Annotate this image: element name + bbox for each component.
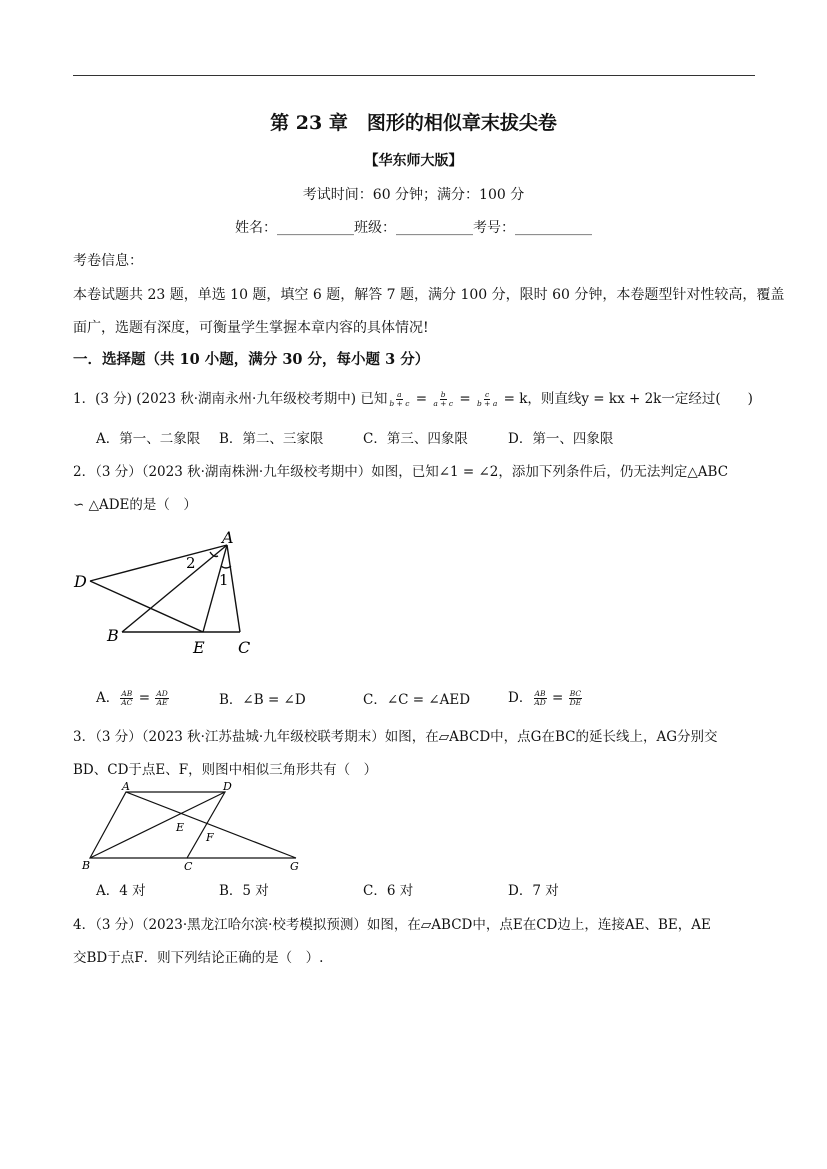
q1-option-d: D．第一、四象限	[508, 431, 614, 447]
q1-prefix: 1．(3 分) (2023 秋·湖南永州·九年级校考期中) 已知	[73, 391, 388, 407]
q1-suffix: = k，则直线y = kx + 2k一定经过( )	[503, 391, 753, 407]
q2-label-d: D	[74, 572, 87, 591]
q3-parallelogram-figure	[78, 780, 310, 875]
q3-segment-ag	[126, 792, 296, 858]
q3-label-b: B	[82, 859, 91, 872]
q2-label-e: E	[193, 638, 205, 657]
q1-option-a: A．第一、二象限	[96, 431, 201, 447]
question-3-line1: 3．（3 分）（2023 秋·江苏盐城·九年级校联考期末）如图，在▱ABCD中，点G在BC的延长线上，AG分别交	[73, 729, 718, 745]
q2-segment-da	[90, 545, 227, 581]
q3-label-f: F	[206, 831, 214, 844]
q3-label-d: D	[223, 780, 232, 793]
q3-option-b: B．5 对	[219, 883, 269, 899]
section-title: 一．选择题（共 10 小题，满分 30 分，每小题 3 分）	[73, 351, 430, 368]
q1-option-c: C．第三、四象限	[363, 431, 468, 447]
question-4-line1: 4．（3 分）（2023·黑龙江哈尔滨·校考模拟预测）如图，在▱ABCD中，点E在CD边上，连接AE、BE，AE	[73, 917, 711, 933]
exam-info-line2: 面广，选题有深度，可衡量学生掌握本章内容的具体情况!	[73, 320, 429, 336]
q2-label-a: A	[222, 528, 234, 547]
q3-label-e: E	[176, 821, 185, 834]
q1-frac-3: $\frac{c}{b + a}$	[476, 390, 498, 408]
question-2-line2: ∽ △ADE的是（ ）	[73, 497, 197, 513]
q2-segment-de	[90, 581, 203, 632]
q3-label-a: A	[122, 780, 130, 793]
q2-option-a: A． $\frac{AB}{AC}$ = $\frac{AD}{AE}$	[96, 689, 168, 707]
q2-angle-2-label: 2	[186, 554, 196, 572]
header-rule	[73, 75, 755, 76]
question-1-stem: 1．(3 分) (2023 秋·湖南永州·九年级校考期中) 已知 $\frac{a}{b + c}$ = $\frac{b}{a + c}$ = $\frac{c}{b + a}$ = k，则直线y = kx + 2k一定经过( )	[73, 390, 753, 408]
page-title: 第 23 章 图形的相似章末拔尖卷	[270, 112, 557, 134]
exam-info-line1: 本卷试题共 23 题，单选 10 题，填空 6 题，解答 7 题，满分 100 分，限时 60 分钟，本卷题型针对性较高，覆盖	[73, 287, 785, 303]
q1-frac-1: $\frac{a}{b + c}$	[389, 390, 410, 408]
question-3-line2: BD、CD于点E、F，则图中相似三角形共有（ ）	[73, 762, 378, 778]
q2-segment-ac	[227, 545, 240, 632]
q3-segment-bd	[90, 792, 225, 858]
exam-info-label: 考卷信息：	[73, 253, 143, 269]
q3-option-c: C．6 对	[363, 883, 414, 899]
q2-angle-1-arc	[221, 566, 231, 568]
question-2-line1: 2．（3 分）（2023 秋·湖南株洲·九年级校考期中）如图，已知∠1 = ∠2，添加下列条件后，仍无法判定△ABC	[73, 464, 729, 480]
student-info-line: 姓名：___________班级：___________考号：___________	[235, 220, 592, 236]
q2-option-c: C．∠C = ∠AED	[363, 692, 471, 708]
question-4-line2: 交BD于点F．则下列结论正确的是（ ）.	[73, 950, 324, 966]
edition-label: 【华东师大版】	[364, 153, 463, 169]
q2-label-b: B	[107, 626, 119, 645]
q1-frac-2: $\frac{b}{a + c}$	[433, 390, 454, 408]
q2-option-d: D． $\frac{AB}{AD}$ = $\frac{BC}{DE}$	[508, 689, 582, 707]
q1-option-b: B．第二、三家限	[219, 431, 324, 447]
exam-time: 考试时间：60 分钟；满分：100 分	[302, 187, 525, 203]
q3-option-a: A．4 对	[96, 883, 146, 899]
q2-option-b: B．∠B = ∠D	[219, 692, 306, 708]
q2-angle-1-label: 1	[219, 571, 229, 589]
q2-triangle-figure	[70, 528, 270, 658]
q3-option-d: D．7 对	[508, 883, 559, 899]
q2-label-c: C	[238, 638, 251, 657]
q3-label-g: G	[290, 860, 299, 873]
q3-label-c: C	[184, 860, 193, 873]
